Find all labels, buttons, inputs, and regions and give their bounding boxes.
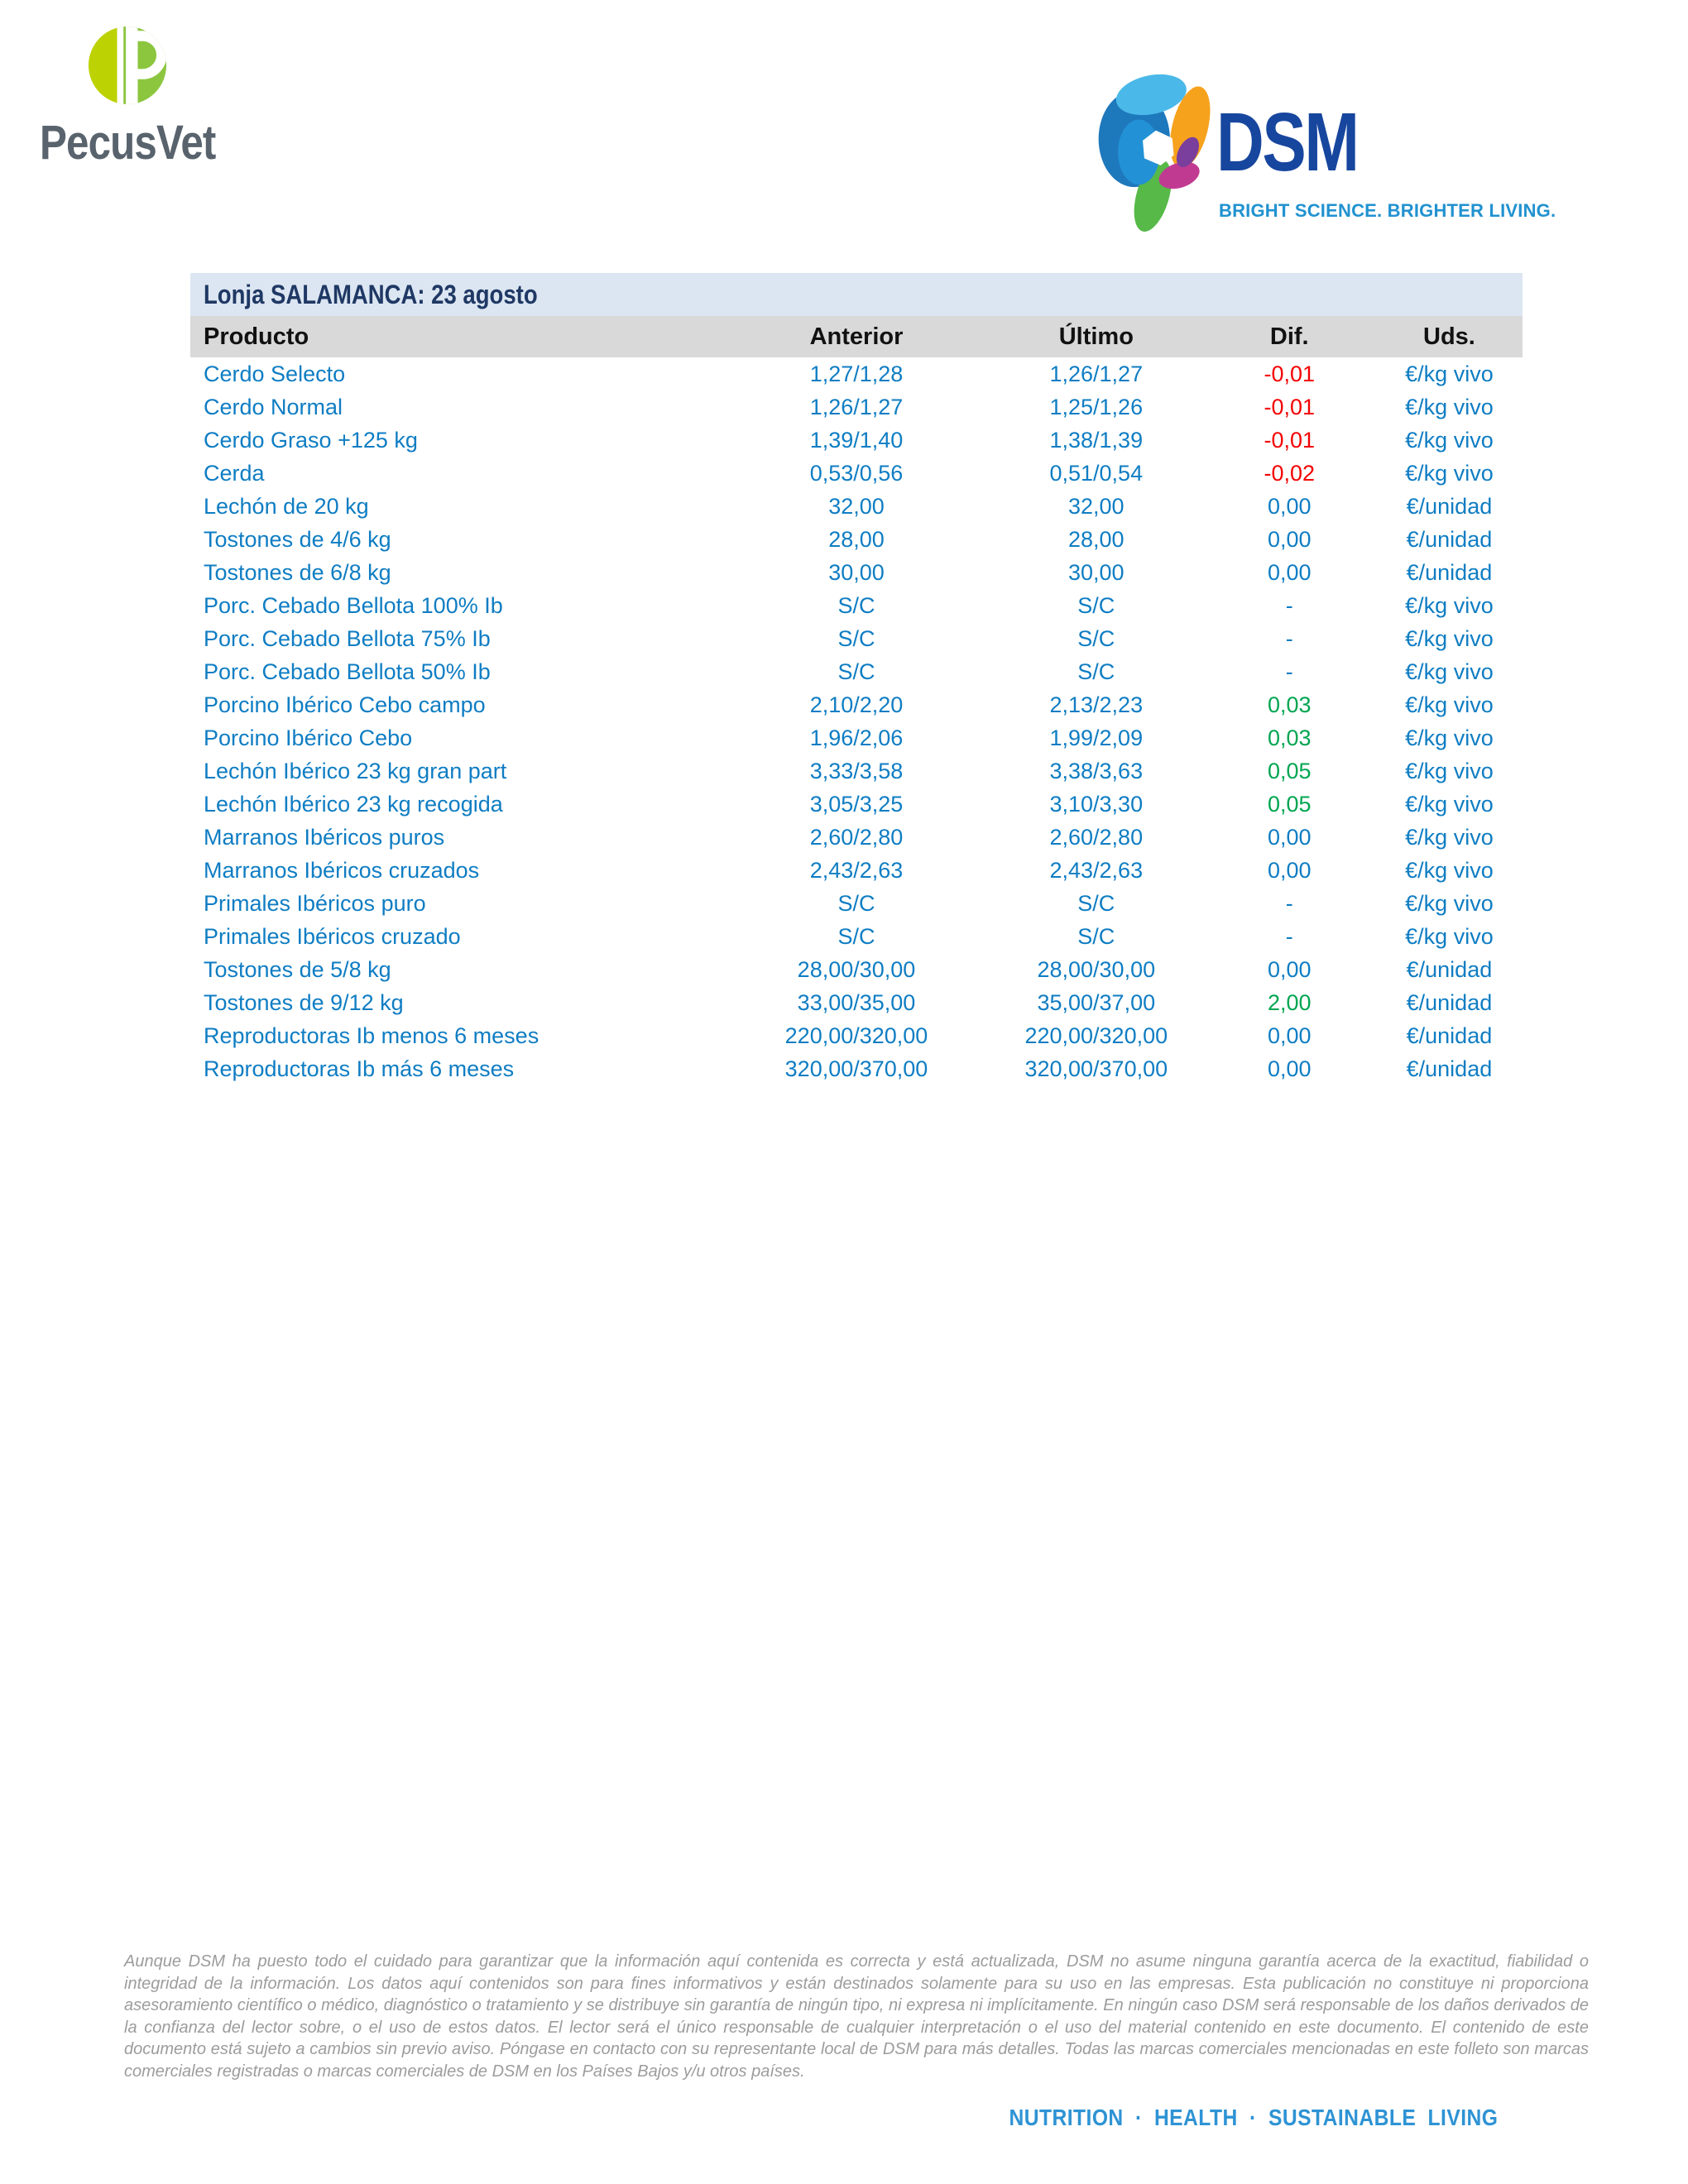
dif-cell: 0,00 xyxy=(1267,956,1312,982)
anterior-cell: 3,05/3,25 xyxy=(809,791,904,817)
anterior-cell: S/C xyxy=(837,592,875,618)
table-row xyxy=(190,1019,1523,1052)
uds-cell: €/kg vivo xyxy=(1405,394,1494,419)
market-table xyxy=(190,273,1523,1085)
anterior-cell: 0,53/0,56 xyxy=(809,460,904,486)
table-row xyxy=(190,655,1523,688)
uds-cell: €/kg vivo xyxy=(1405,824,1494,850)
ultimo-cell: 3,38/3,63 xyxy=(1049,758,1144,783)
product-cell: Cerdo Selecto xyxy=(204,361,346,386)
table-row xyxy=(190,1052,1523,1085)
table-header-row xyxy=(190,316,1523,357)
product-cell: Tostones de 5/8 kg xyxy=(204,956,391,982)
product-cell: Porcino Ibérico Cebo xyxy=(204,725,413,750)
pecusvet-logo xyxy=(40,25,247,170)
table-row xyxy=(190,390,1523,424)
anterior-cell: S/C xyxy=(837,890,875,916)
column-header-dif: Dif. xyxy=(1269,323,1309,350)
ultimo-cell: 1,26/1,27 xyxy=(1049,361,1144,386)
product-cell: Reproductoras Ib menos 6 meses xyxy=(204,1023,539,1048)
uds-cell: €/kg vivo xyxy=(1405,625,1494,651)
dif-cell: 0,00 xyxy=(1267,1023,1312,1048)
table-row xyxy=(190,523,1523,556)
ultimo-cell: 1,99/2,09 xyxy=(1049,725,1144,750)
dsm-swirl-icon xyxy=(1094,63,1218,238)
footer-tagline: NUTRITION · HEALTH · SUSTAINABLE LIVING xyxy=(1009,2105,1498,2130)
uds-cell: €/kg vivo xyxy=(1405,758,1494,783)
table-row xyxy=(190,357,1523,390)
uds-cell: €/unidad xyxy=(1406,526,1493,552)
dif-cell: 0,05 xyxy=(1267,758,1312,783)
uds-cell: €/kg vivo xyxy=(1405,361,1494,386)
uds-cell: €/unidad xyxy=(1406,1023,1493,1048)
anterior-cell: 2,60/2,80 xyxy=(809,824,904,850)
table-row xyxy=(190,920,1523,953)
product-cell: Marranos Ibéricos cruzados xyxy=(204,857,480,883)
product-cell: Cerdo Normal xyxy=(204,394,343,419)
ultimo-cell: 32,00 xyxy=(1068,493,1125,519)
table-row xyxy=(190,721,1523,754)
product-cell: Porc. Cebado Bellota 50% Ib xyxy=(204,659,491,684)
table-row xyxy=(190,986,1523,1019)
dif-cell: 0,05 xyxy=(1267,791,1312,817)
ultimo-cell: 28,00 xyxy=(1068,526,1125,552)
ultimo-cell: 35,00/37,00 xyxy=(1037,989,1156,1015)
dif-cell: - xyxy=(1285,592,1293,618)
product-cell: Cerda xyxy=(204,460,265,486)
product-cell: Lechón Ibérico 23 kg gran part xyxy=(204,758,507,783)
ultimo-cell: S/C xyxy=(1077,625,1115,651)
dif-cell: 0,00 xyxy=(1267,1056,1312,1081)
dif-cell: 0,00 xyxy=(1267,526,1312,552)
table-row xyxy=(190,457,1523,490)
anterior-cell: 33,00/35,00 xyxy=(797,989,916,1015)
product-cell: Tostones de 4/6 kg xyxy=(204,526,391,552)
pecusvet-circle-p-icon xyxy=(88,25,167,106)
column-header-producto: Producto xyxy=(204,323,309,350)
uds-cell: €/kg vivo xyxy=(1405,692,1494,717)
anterior-cell: 1,39/1,40 xyxy=(809,427,904,453)
table-row xyxy=(190,589,1523,622)
anterior-cell: 1,26/1,27 xyxy=(809,394,904,419)
dsm-tagline: BRIGHT SCIENCE. BRIGHTER LIVING. xyxy=(1219,200,1556,221)
table-row xyxy=(190,953,1523,986)
dif-cell: -0,01 xyxy=(1264,394,1316,419)
uds-cell: €/kg vivo xyxy=(1405,460,1494,486)
uds-cell: €/kg vivo xyxy=(1405,725,1494,750)
table-row xyxy=(190,821,1523,854)
ultimo-cell: S/C xyxy=(1077,890,1115,916)
uds-cell: €/kg vivo xyxy=(1405,592,1494,618)
dif-cell: -0,01 xyxy=(1264,361,1316,386)
ultimo-cell: 1,25/1,26 xyxy=(1049,394,1144,419)
product-cell: Tostones de 9/12 kg xyxy=(204,989,404,1015)
ultimo-cell: 28,00/30,00 xyxy=(1037,956,1156,982)
dsm-logo xyxy=(1094,58,1556,248)
ultimo-cell: 30,00 xyxy=(1068,559,1125,585)
anterior-cell: 30,00 xyxy=(828,559,885,585)
table-row xyxy=(190,490,1523,523)
table-title: Lonja SALAMANCA: 23 agosto xyxy=(204,279,538,309)
uds-cell: €/unidad xyxy=(1406,1056,1493,1081)
uds-cell: €/kg vivo xyxy=(1405,857,1494,883)
ultimo-cell: 320,00/370,00 xyxy=(1024,1056,1168,1081)
uds-cell: €/kg vivo xyxy=(1405,791,1494,817)
dif-cell: - xyxy=(1285,890,1293,916)
ultimo-cell: 2,43/2,63 xyxy=(1049,857,1144,883)
product-cell: Porc. Cebado Bellota 100% Ib xyxy=(204,592,503,618)
anterior-cell: 28,00 xyxy=(828,526,885,552)
ultimo-cell: S/C xyxy=(1077,592,1115,618)
uds-cell: €/kg vivo xyxy=(1405,427,1494,453)
anterior-cell: 28,00/30,00 xyxy=(797,956,916,982)
dif-cell: 2,00 xyxy=(1267,989,1312,1015)
dif-cell: -0,02 xyxy=(1264,460,1316,486)
dif-cell: - xyxy=(1285,659,1293,684)
table-body xyxy=(190,357,1523,1085)
ultimo-cell: S/C xyxy=(1077,659,1115,684)
product-cell: Porcino Ibérico Cebo campo xyxy=(204,692,486,717)
anterior-cell: 1,96/2,06 xyxy=(809,725,904,750)
dif-cell: -0,01 xyxy=(1264,427,1316,453)
anterior-cell: 2,43/2,63 xyxy=(809,857,904,883)
uds-cell: €/kg vivo xyxy=(1405,923,1494,949)
anterior-cell: 320,00/370,00 xyxy=(784,1056,928,1081)
anterior-cell: 2,10/2,20 xyxy=(809,692,904,717)
table-row xyxy=(190,788,1523,821)
ultimo-cell: 0,51/0,54 xyxy=(1049,460,1144,486)
table-row xyxy=(190,556,1523,589)
ultimo-cell: 2,60/2,80 xyxy=(1049,824,1144,850)
ultimo-cell: S/C xyxy=(1077,923,1115,949)
anterior-cell: S/C xyxy=(837,625,875,651)
anterior-cell: 3,33/3,58 xyxy=(809,758,904,783)
product-cell: Primales Ibéricos puro xyxy=(204,890,426,916)
product-cell: Lechón de 20 kg xyxy=(204,493,369,519)
table-row xyxy=(190,622,1523,655)
anterior-cell: 220,00/320,00 xyxy=(784,1023,928,1048)
ultimo-cell: 220,00/320,00 xyxy=(1024,1023,1168,1048)
dif-cell: 0,03 xyxy=(1267,725,1312,750)
dif-cell: 0,00 xyxy=(1267,493,1312,519)
table-row xyxy=(190,688,1523,721)
table-row xyxy=(190,854,1523,887)
table-row xyxy=(190,424,1523,457)
dif-cell: - xyxy=(1285,625,1293,651)
uds-cell: €/unidad xyxy=(1406,989,1493,1015)
dif-cell: 0,00 xyxy=(1267,857,1312,883)
uds-cell: €/kg vivo xyxy=(1405,659,1494,684)
dif-cell: 0,00 xyxy=(1267,559,1312,585)
pecusvet-wordmark: PecusVet xyxy=(40,116,216,170)
column-header-uds: Uds. xyxy=(1423,323,1475,350)
table-row xyxy=(190,887,1523,920)
dif-cell: 0,00 xyxy=(1267,824,1312,850)
ultimo-cell: 1,38/1,39 xyxy=(1049,427,1144,453)
uds-cell: €/unidad xyxy=(1406,559,1493,585)
product-cell: Porc. Cebado Bellota 75% Ib xyxy=(204,625,491,651)
uds-cell: €/unidad xyxy=(1406,956,1493,982)
anterior-cell: S/C xyxy=(837,923,875,949)
table-row xyxy=(190,754,1523,788)
uds-cell: €/unidad xyxy=(1406,493,1493,519)
dif-cell: 0,03 xyxy=(1267,692,1312,717)
product-cell: Lechón Ibérico 23 kg recogida xyxy=(204,791,503,817)
dsm-wordmark: DSM xyxy=(1216,96,1358,189)
disclaimer-text: Aunque DSM ha puesto todo el cuidado para garantizar que la información aquí contenida es correcta y está actualizada, DSM no asume ninguna garantía acerca de la exactitud, fiabilidad o integridad de la información. Los datos aquí contenidos son para fines informativos y están destinados solamente para su uso en las empresas. Esta publicación no constituye ni proporciona asesoramiento científico o médico, diagnóstico o tratamiento y se distribuye sin garantía de ningún tipo, ni expresa ni implícitamente. En ningún caso DSM será responsable de los daños derivados de la confianza del lector sobre, o el uso de estos datos. El lector será el único responsable de cualquier interpretación o el uso del material contenido en este documento. El contenido de este documento está sujeto a cambios sin previo aviso. Póngase en contacto con su representante local de DSM para más detalles. Todas las marcas comerciales mencionadas en este folleto son marcas comerciales registradas o marcas comerciales de DSM en los Países Bajos y/u otros países. xyxy=(124,1952,1589,2081)
uds-cell: €/kg vivo xyxy=(1405,890,1494,916)
product-cell: Marranos Ibéricos puros xyxy=(204,824,445,850)
column-header-ultimo: Último xyxy=(1058,323,1134,350)
column-header-anterior: Anterior xyxy=(809,323,904,350)
product-cell: Cerdo Graso +125 kg xyxy=(204,427,418,453)
product-cell: Primales Ibéricos cruzado xyxy=(204,923,461,949)
anterior-cell: 1,27/1,28 xyxy=(809,361,904,386)
anterior-cell: S/C xyxy=(837,659,875,684)
anterior-cell: 32,00 xyxy=(828,493,885,519)
product-cell: Tostones de 6/8 kg xyxy=(204,559,391,585)
ultimo-cell: 3,10/3,30 xyxy=(1049,791,1144,817)
dif-cell: - xyxy=(1285,923,1293,949)
ultimo-cell: 2,13/2,23 xyxy=(1049,692,1144,717)
table-title-bar xyxy=(190,273,1523,316)
product-cell: Reproductoras Ib más 6 meses xyxy=(204,1056,515,1081)
